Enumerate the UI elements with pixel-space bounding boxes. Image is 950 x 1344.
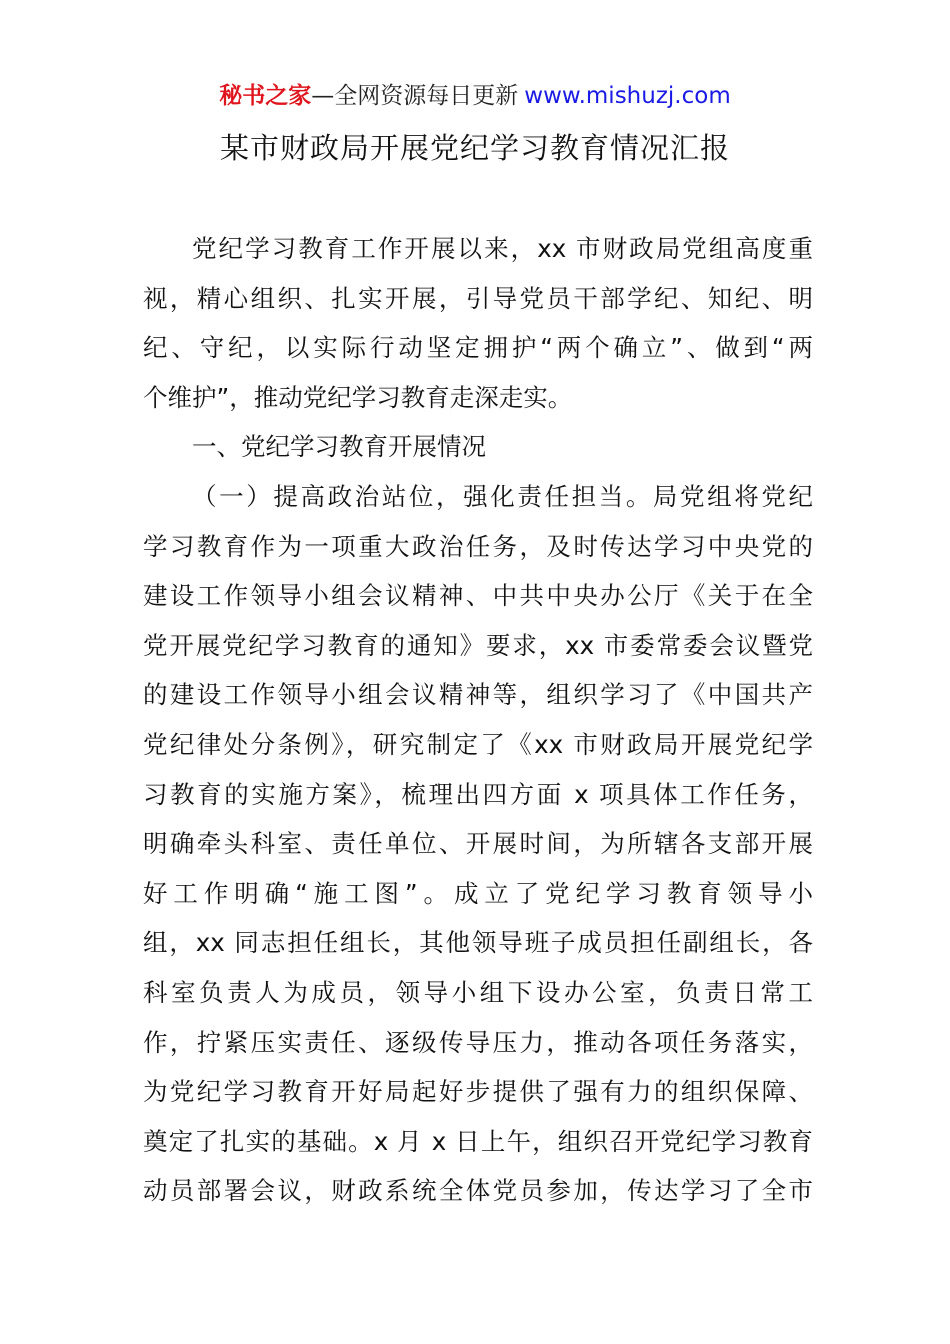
section-heading: 一、党纪学习教育开展情况 [192, 432, 486, 462]
paragraph-line: 习教育的实施方案》，梳理出四方面 x 项具体工作任务， [143, 779, 813, 809]
paragraph-line: 好工作明确“施工图”。成立了党纪学习教育领导小 [143, 878, 813, 908]
paragraph-line: 党纪学习教育工作开展以来，xx 市财政局党组高度重 [192, 234, 813, 263]
paragraph-line: 党纪律处分条例》，研究制定了《xx 市财政局开展党纪学 [143, 729, 813, 759]
paragraph-line: 为党纪学习教育开好局起好步提供了强有力的组织保障、 [143, 1077, 813, 1107]
site-header [0, 80, 950, 112]
paragraph-line: 组，xx 同志担任组长，其他领导班子成员担任副组长，各 [143, 928, 813, 958]
paragraph-line: 建设工作领导小组会议精神、中共中央办公厅《关于在全 [143, 581, 813, 611]
paragraph-line: 动员部署会议，财政系统全体党员参加，传达学习了全市 [143, 1176, 813, 1206]
paragraph-line: 视，精心组织、扎实开展，引导党员干部学纪、知纪、明 [143, 283, 813, 313]
header-tagline: —全网资源每日更新 [311, 83, 519, 109]
brand-name: 秘书之家 [219, 83, 312, 109]
site-url-link[interactable]: www.mishuzj.com [524, 83, 731, 109]
document-body [143, 224, 813, 1216]
paragraph-line: 党开展党纪学习教育的通知》要求，xx 市委常委会议暨党 [143, 630, 813, 660]
document-title: 某市财政局开展党纪学习教育情况汇报 [219, 131, 730, 165]
paragraph-line: 科室负责人为成员，领导小组下设办公室，负责日常工 [143, 977, 813, 1007]
paragraph-line: 奠定了扎实的基础。x 月 x 日上午，组织召开党纪学习教育 [143, 1126, 813, 1156]
paragraph-line: 的建设工作领导小组会议精神等，组织学习了《中国共产 [143, 680, 813, 710]
paragraph-line: （一）提高政治站位，强化责任担当。局党组将党纪 [192, 481, 813, 511]
paragraph-line: 个维护”，推动党纪学习教育走深走实。 [143, 382, 573, 412]
paragraph-line: 纪、守纪，以实际行动坚定拥护“两个确立”、做到“两 [143, 333, 813, 363]
paragraph-line: 作，拧紧压实责任、逐级传导压力，推动各项任务落实， [143, 1027, 813, 1057]
paragraph-line: 学习教育作为一项重大政治任务，及时传达学习中央党的 [143, 531, 813, 561]
paragraph-line: 明确牵头科室、责任单位、开展时间，为所辖各支部开展 [143, 829, 813, 859]
